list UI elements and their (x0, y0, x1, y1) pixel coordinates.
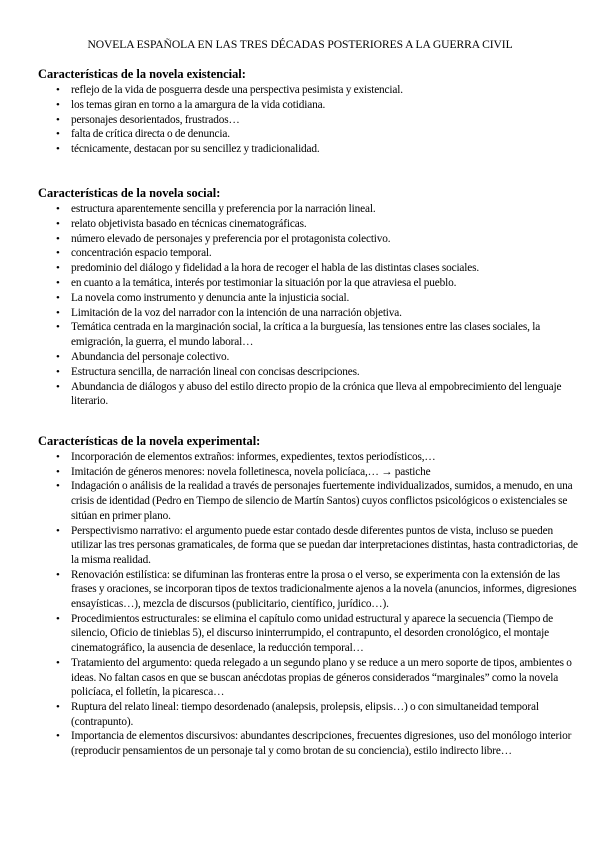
bullet-list-social (38, 202, 578, 409)
bullet-list-existencial (38, 83, 578, 157)
list-item: • relato objetivista basado en técnicas cinematográficas. (38, 217, 578, 232)
section-existencial (38, 67, 578, 157)
section-heading-experimental: Características de la novela experimental: (38, 434, 261, 448)
list-item: • Imitación de géneros menores: novela folletinesca, novela policíaca,… → pastiche (38, 465, 578, 480)
list-item: • estructura aparentemente sencilla y preferencia por la narración lineal. (38, 202, 578, 217)
list-item: • Ruptura del relato lineal: tiempo desordenado (analepsis, prolepsis, elipsis…) o con simultaneidad temporal (contrapunto). (38, 700, 578, 729)
list-item: • Importancia de elementos discursivos: abundantes descripciones, frecuentes digresiones, uso del monólogo interior (reproducir pensamientos de un personaje tal y como brotan de su conciencia), estilo indirecto libre… (38, 729, 578, 758)
section-heading-existencial: Características de la novela existencial: (38, 67, 246, 81)
page-title: NOVELA ESPAÑOLA EN LAS TRES DÉCADAS POSTERIORES A LA GUERRA CIVIL (87, 38, 513, 51)
list-item: • personajes desorientados, frustrados… (38, 113, 578, 128)
list-item: • predominio del diálogo y fidelidad a la hora de recoger el habla de las distintas clases sociales. (38, 261, 578, 276)
list-item: • técnicamente, destacan por su sencillez y tradicionalidad. (38, 142, 578, 157)
list-item: • Indagación o análisis de la realidad a través de personajes fuertemente individualizados, sumidos, a menudo, en una crisis de identidad (Pedro en Tiempo de silencio de Martín Santos) cuyos conflictos psicológicos o existenciales se sitúan en primer plano. (38, 479, 578, 523)
bullet-list-experimental (38, 450, 578, 759)
list-item: • falta de crítica directa o de denuncia. (38, 127, 578, 142)
list-item: • Procedimientos estructurales: se elimina el capítulo como unidad estructural y aparece la secuencia (Tiempo de silencio, Oficio de tinieblas 5), el discurso ininterrumpido, el contrapunto, el desorden cronológico, el montaje cinematográfico, la ausencia de desenlace, la reducción temporal… (38, 612, 578, 656)
list-item: • reflejo de la vida de posguerra desde una perspectiva pesimista y existencial. (38, 83, 578, 98)
section-heading-social: Características de la novela social: (38, 186, 221, 200)
list-item: • Temática centrada en la marginación social, la crítica a la burguesía, las tensiones entre las clases sociales, la emigración, la guerra, el mundo laboral… (38, 320, 578, 350)
list-item: • concentración espacio temporal. (38, 246, 578, 261)
list-item: • Renovación estilística: se difuminan las fronteras entre la prosa o el verso, se experimenta con la extensión de las frases y oraciones, se incorporan tipos de textos tradicionalmente ajenos a la novela (anuncios, informes, digresiones ensayísticas…), mezcla de discursos (publicitario, científico, jurídico…). (38, 568, 578, 612)
list-item: • número elevado de personajes y preferencia por el protagonista colectivo. (38, 232, 578, 247)
list-item: • Abundancia del personaje colectivo. (38, 350, 578, 365)
list-item: • Tratamiento del argumento: queda relegado a un segundo plano y se reduce a un mero soporte de tipos, ambientes o ideas. No faltan casos en que se buscan anécdotas propias de géneros considerados “marginales” como la novela policíaca, el folletín, la picaresca… (38, 656, 578, 700)
list-item: • Estructura sencilla, de narración lineal con concisas descripciones. (38, 365, 578, 380)
section-social (38, 186, 578, 409)
list-item: • Incorporación de elementos extraños: informes, expedientes, textos periodísticos,… (38, 450, 578, 465)
list-item: • Abundancia de diálogos y abuso del estilo directo propio de la crónica que lleva al empobrecimiento del lenguaje literario. (38, 380, 578, 410)
list-item: • los temas giran en torno a la amargura de la vida cotidiana. (38, 98, 578, 113)
list-item: • Limitación de la voz del narrador con la intención de una narración objetiva. (38, 306, 578, 321)
list-item: • La novela como instrumento y denuncia ante la injusticia social. (38, 291, 578, 306)
list-item: • Perspectivismo narrativo: el argumento puede estar contado desde diferentes puntos de vista, incluso se pueden utilizar las tres personas gramaticales, de forma que se puedan dar interpretaciones distintas, hasta contradictorias, de la misma realidad. (38, 524, 578, 568)
section-experimental (38, 434, 578, 759)
list-item: • en cuanto a la temática, interés por testimoniar la situación por la que atraviesa el pueblo. (38, 276, 578, 291)
